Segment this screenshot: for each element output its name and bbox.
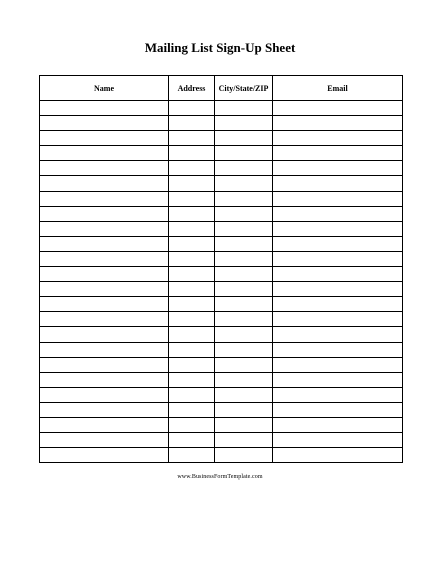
cell-city-state-zip[interactable] <box>215 312 273 327</box>
cell-city-state-zip[interactable] <box>215 402 273 417</box>
cell-address[interactable] <box>169 402 215 417</box>
cell-city-state-zip[interactable] <box>215 236 273 251</box>
cell-address[interactable] <box>169 342 215 357</box>
cell-city-state-zip[interactable] <box>215 357 273 372</box>
cell-city-state-zip[interactable] <box>215 116 273 131</box>
column-header-name: Name <box>40 76 169 101</box>
cell-email[interactable] <box>273 267 403 282</box>
table-row <box>40 101 403 116</box>
footer-website: www.BusinessFormTemplate.com <box>177 474 263 480</box>
cell-name[interactable] <box>40 191 169 206</box>
cell-email[interactable] <box>273 417 403 432</box>
cell-name[interactable] <box>40 282 169 297</box>
cell-city-state-zip[interactable] <box>215 161 273 176</box>
cell-email[interactable] <box>273 357 403 372</box>
cell-email[interactable] <box>273 448 403 463</box>
cell-address[interactable] <box>169 206 215 221</box>
signup-table <box>39 75 403 463</box>
cell-email[interactable] <box>273 327 403 342</box>
cell-address[interactable] <box>169 191 215 206</box>
cell-name[interactable] <box>40 176 169 191</box>
cell-address[interactable] <box>169 101 215 116</box>
cell-name[interactable] <box>40 372 169 387</box>
cell-address[interactable] <box>169 357 215 372</box>
table-row <box>40 402 403 417</box>
cell-name[interactable] <box>40 251 169 266</box>
cell-address[interactable] <box>169 146 215 161</box>
cell-city-state-zip[interactable] <box>215 387 273 402</box>
cell-name[interactable] <box>40 236 169 251</box>
cell-email[interactable] <box>273 342 403 357</box>
cell-name[interactable] <box>40 417 169 432</box>
cell-email[interactable] <box>273 236 403 251</box>
cell-email[interactable] <box>273 251 403 266</box>
cell-email[interactable] <box>273 297 403 312</box>
table-row <box>40 312 403 327</box>
cell-email[interactable] <box>273 312 403 327</box>
cell-address[interactable] <box>169 161 215 176</box>
table-row <box>40 161 403 176</box>
column-header-email: Email <box>273 76 403 101</box>
cell-name[interactable] <box>40 161 169 176</box>
cell-name[interactable] <box>40 146 169 161</box>
cell-city-state-zip[interactable] <box>215 101 273 116</box>
cell-city-state-zip[interactable] <box>215 297 273 312</box>
cell-address[interactable] <box>169 282 215 297</box>
cell-address[interactable] <box>169 417 215 432</box>
cell-address[interactable] <box>169 176 215 191</box>
table-row <box>40 433 403 448</box>
table-row <box>40 221 403 236</box>
cell-email[interactable] <box>273 402 403 417</box>
cell-email[interactable] <box>273 206 403 221</box>
table-row <box>40 191 403 206</box>
cell-city-state-zip[interactable] <box>215 176 273 191</box>
table-row <box>40 176 403 191</box>
cell-name[interactable] <box>40 357 169 372</box>
table-row <box>40 297 403 312</box>
column-header-address: Address <box>169 76 215 101</box>
sheet-title: Mailing List Sign-Up Sheet <box>144 40 296 55</box>
cell-address[interactable] <box>169 236 215 251</box>
table-row <box>40 417 403 432</box>
cell-city-state-zip[interactable] <box>215 267 273 282</box>
cell-email[interactable] <box>273 116 403 131</box>
table-row <box>40 372 403 387</box>
cell-name[interactable] <box>40 327 169 342</box>
cell-city-state-zip[interactable] <box>215 146 273 161</box>
cell-email[interactable] <box>273 161 403 176</box>
cell-address[interactable] <box>169 448 215 463</box>
table-body <box>40 101 403 463</box>
cell-city-state-zip[interactable] <box>215 221 273 236</box>
cell-city-state-zip[interactable] <box>215 251 273 266</box>
table-row <box>40 282 403 297</box>
cell-city-state-zip[interactable] <box>215 417 273 432</box>
cell-name[interactable] <box>40 448 169 463</box>
cell-address[interactable] <box>169 131 215 146</box>
table-row <box>40 357 403 372</box>
cell-name[interactable] <box>40 267 169 282</box>
cell-name[interactable] <box>40 402 169 417</box>
cell-name[interactable] <box>40 387 169 402</box>
cell-city-state-zip[interactable] <box>215 448 273 463</box>
cell-name[interactable] <box>40 342 169 357</box>
cell-address[interactable] <box>169 251 215 266</box>
cell-address[interactable] <box>169 297 215 312</box>
table-row <box>40 327 403 342</box>
cell-address[interactable] <box>169 387 215 402</box>
cell-email[interactable] <box>273 101 403 116</box>
cell-address[interactable] <box>169 433 215 448</box>
cell-city-state-zip[interactable] <box>215 131 273 146</box>
table-header-row <box>40 76 403 101</box>
cell-city-state-zip[interactable] <box>215 282 273 297</box>
table-row <box>40 131 403 146</box>
cell-email[interactable] <box>273 131 403 146</box>
cell-email[interactable] <box>273 191 403 206</box>
cell-city-state-zip[interactable] <box>215 372 273 387</box>
cell-name[interactable] <box>40 433 169 448</box>
cell-name[interactable] <box>40 131 169 146</box>
cell-email[interactable] <box>273 433 403 448</box>
cell-address[interactable] <box>169 221 215 236</box>
table-row <box>40 251 403 266</box>
cell-address[interactable] <box>169 116 215 131</box>
table-row <box>40 342 403 357</box>
cell-name[interactable] <box>40 297 169 312</box>
cell-name[interactable] <box>40 101 169 116</box>
cell-email[interactable] <box>273 146 403 161</box>
cell-address[interactable] <box>169 267 215 282</box>
cell-email[interactable] <box>273 221 403 236</box>
cell-address[interactable] <box>169 372 215 387</box>
cell-city-state-zip[interactable] <box>215 191 273 206</box>
cell-city-state-zip[interactable] <box>215 206 273 221</box>
cell-city-state-zip[interactable] <box>215 433 273 448</box>
table-row <box>40 387 403 402</box>
cell-address[interactable] <box>169 327 215 342</box>
table-row <box>40 206 403 221</box>
cell-name[interactable] <box>40 312 169 327</box>
cell-email[interactable] <box>273 387 403 402</box>
cell-name[interactable] <box>40 116 169 131</box>
cell-email[interactable] <box>273 176 403 191</box>
cell-email[interactable] <box>273 282 403 297</box>
column-header-city-state-zip: City/State/ZIP <box>215 76 273 101</box>
table-row <box>40 448 403 463</box>
cell-name[interactable] <box>40 221 169 236</box>
table-row <box>40 146 403 161</box>
table-row <box>40 267 403 282</box>
table-row <box>40 116 403 131</box>
cell-city-state-zip[interactable] <box>215 342 273 357</box>
cell-name[interactable] <box>40 206 169 221</box>
cell-email[interactable] <box>273 372 403 387</box>
cell-city-state-zip[interactable] <box>215 327 273 342</box>
table-row <box>40 236 403 251</box>
cell-address[interactable] <box>169 312 215 327</box>
